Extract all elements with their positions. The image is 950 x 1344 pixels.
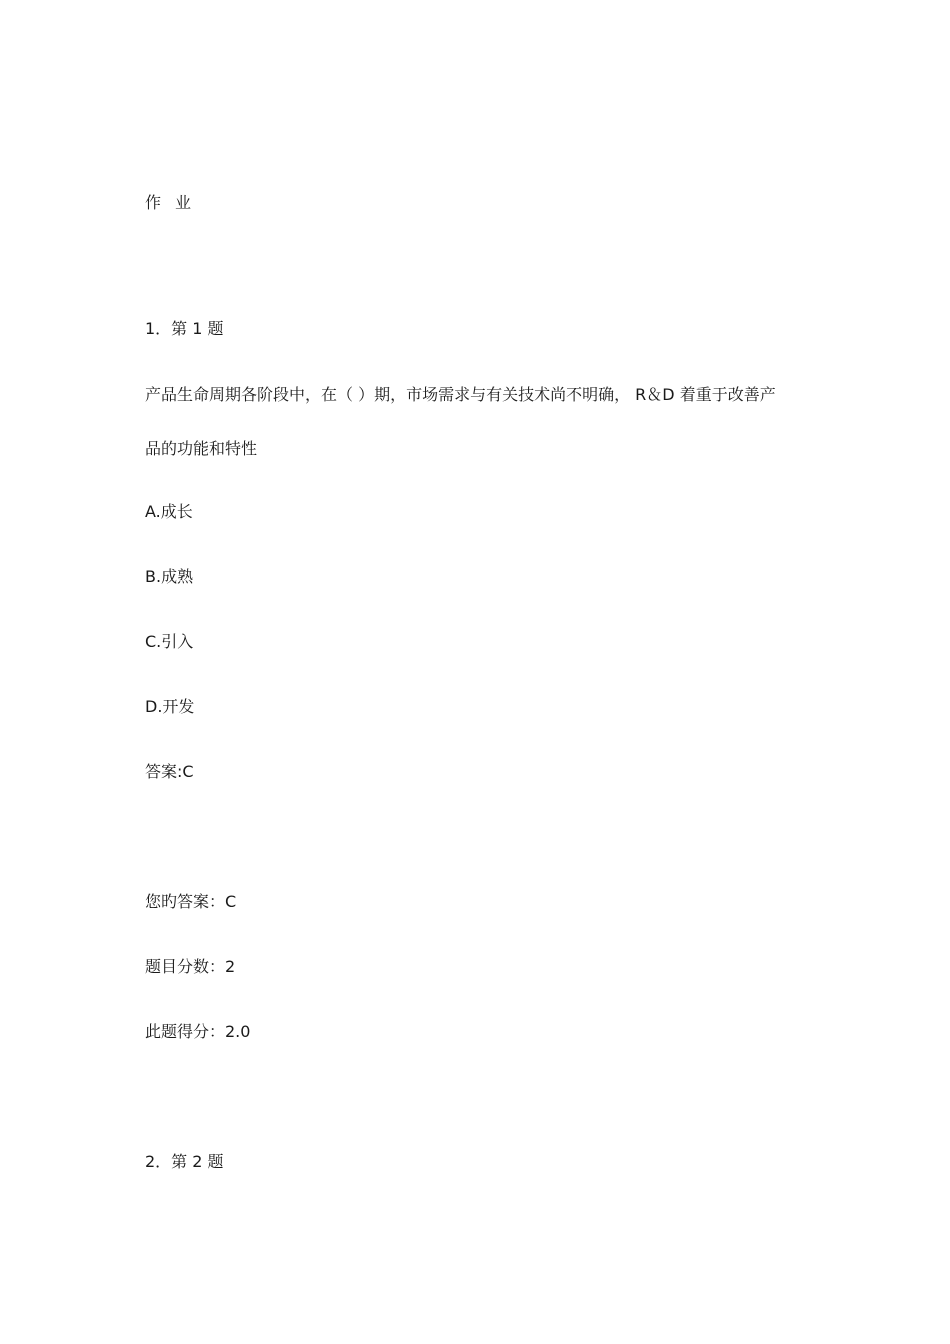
question-1-score-got: 此题得分：2.0 [145,1022,251,1041]
question-1-header: 1．第 1 题 [145,319,224,338]
question-1-option-c: C.引入 [145,632,194,651]
question-1-option-a: A.成长 [145,502,193,521]
document-title: 作业 [145,193,206,212]
question-1-option-d: D.开发 [145,697,195,716]
question-1-answer: 答案:C [145,762,194,781]
question-1-score-total: 题目分数：2 [145,957,236,976]
question-1-stem-line-1: 产品生命周期各阶段中，在（ ）期，市场需求与有关技术尚不明确， R＆D 着重于改善产 [145,385,776,404]
question-1-option-b: B.成熟 [145,567,194,586]
question-1-stem-line-2: 品的功能和特性 [145,439,258,458]
question-2-header: 2．第 2 题 [145,1152,224,1171]
question-1-your-answer: 您旳答案：C [145,892,237,911]
